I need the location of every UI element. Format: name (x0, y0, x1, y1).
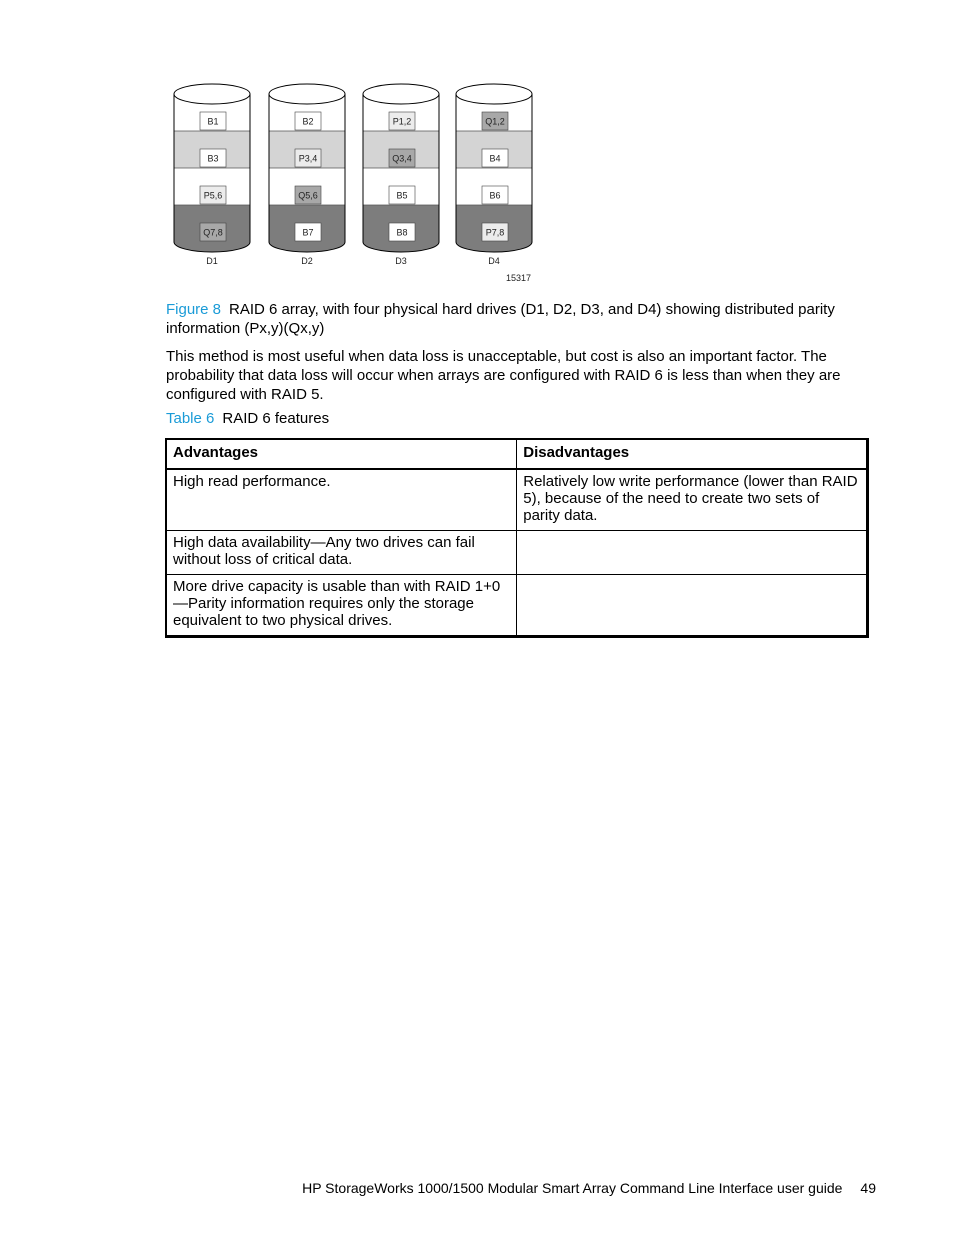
block-label: P5,6 (203, 190, 223, 201)
figure-caption (166, 300, 866, 338)
drive-top (174, 84, 250, 104)
drive-base (174, 242, 250, 252)
table-cell: High data availability—Any two drives can fail without loss of critical data. (166, 531, 517, 575)
block-label: Q7,8 (203, 227, 223, 238)
drive-label: D4 (488, 256, 500, 266)
drive-top (456, 84, 532, 104)
footer-title: HP StorageWorks 1000/1500 Modular Smart Array Command Line Interface user guide (302, 1180, 843, 1196)
block-label: B2 (302, 116, 314, 127)
drive-base (456, 242, 532, 252)
drive-top (269, 84, 345, 104)
block-label: P3,4 (298, 153, 318, 164)
raid6-features-table (165, 438, 869, 638)
table-cell (517, 575, 868, 637)
table-cell: More drive capacity is usable than with RAID 1+0—Parity information requires only the storage equivalent to two physical drives. (166, 575, 517, 637)
body-paragraph: This method is most useful when data loss is unacceptable, but cost is also an important factor. The probability that data loss will occur when arrays are configured with RAID 6 is less than when they are configured with RAID 5. (166, 348, 841, 403)
block-label: B7 (302, 227, 314, 238)
table-label: Table 6 (166, 410, 215, 427)
header-advantages: Advantages (166, 439, 517, 469)
drive-top (363, 84, 439, 104)
block-label: B4 (489, 153, 501, 164)
drive-label: D1 (206, 256, 218, 266)
block-label: B8 (396, 227, 408, 238)
block-label: P7,8 (485, 227, 505, 238)
table-cell: High read performance. (166, 469, 517, 531)
table-caption-text: RAID 6 features (222, 410, 330, 427)
table-row (166, 531, 868, 575)
drive-label: D3 (395, 256, 407, 266)
page-number: 49 (860, 1180, 876, 1196)
figure-id: 15317 (505, 273, 531, 283)
page-footer (302, 1180, 876, 1196)
figure-caption-text: RAID 6 array, with four physical hard drives (D1, D2, D3, and D4) showing distributed parity information (Px,y)(Qx,y) (166, 301, 835, 337)
block-label: P1,2 (392, 116, 412, 127)
table-cell: Relatively low write performance (lower than RAID 5), because of the need to create two sets of parity data. (517, 469, 868, 531)
table-cell (517, 531, 868, 575)
figure-label: Figure 8 (166, 301, 222, 318)
block-label: B6 (489, 190, 501, 201)
block-label: B3 (207, 153, 219, 164)
block-label: B1 (207, 116, 219, 127)
block-label: Q5,6 (298, 190, 318, 201)
drive-label: D2 (301, 256, 313, 266)
drive-base (363, 242, 439, 252)
table-caption (166, 409, 866, 428)
block-label: Q1,2 (485, 116, 505, 127)
table-row (166, 575, 868, 637)
block-label: Q3,4 (392, 153, 412, 164)
table-row (166, 469, 868, 531)
drive-base (269, 242, 345, 252)
raid6-figure (168, 78, 548, 290)
block-label: B5 (396, 190, 408, 201)
header-disadvantages: Disadvantages (517, 439, 868, 469)
table-header-row (166, 439, 868, 469)
